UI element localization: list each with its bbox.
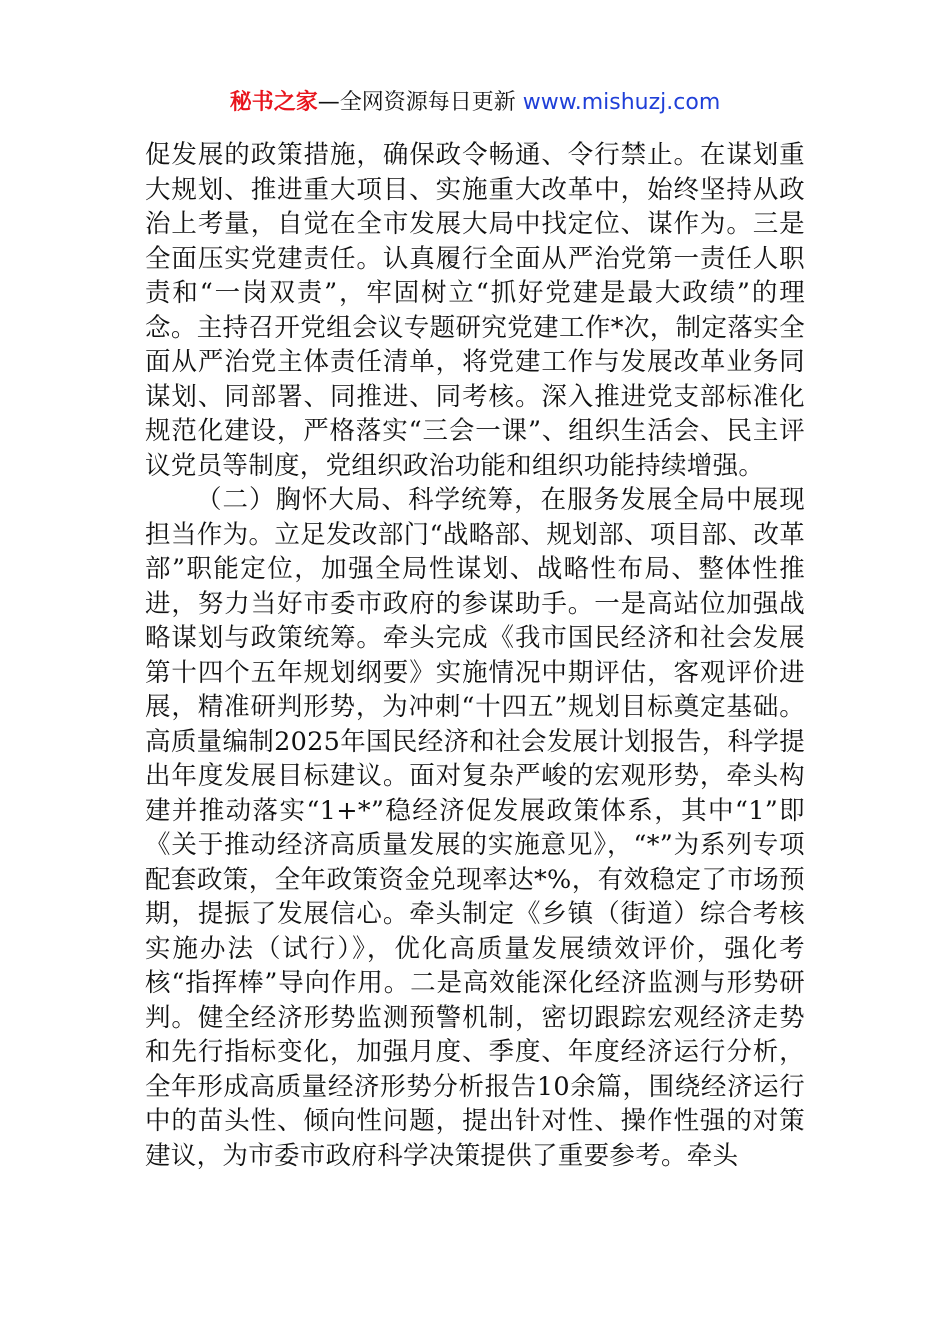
site-header bbox=[0, 86, 950, 120]
paragraph-section-two: （二）胸怀大局、科学统筹，在服务发展全局中展现担当作为。立足发改部门“战略部、规划部、项目部、改革部”职能定位，加强全局性谋划、战略性布局、整体性推进，努力当好市委市政府的参谋助手。一是高站位加强战略谋划与政策统筹。牵头完成《我市国民经济和社会发展第十四个五年规划纲要》实施情况中期评估，客观评价进展，精准研判形势，为冲刺“十四五”规划目标奠定基础。高质量编制2025年国民经济和社会发展计划报告，科学提出年度发展目标建议。面对复杂严峻的宏观形势，牵头构建并推动落实“1+*”稳经济促发展政策体系，其中“1”即《关于推动经济高质量发展的实施意见》，“*”为系列专项配套政策，全年政策资金兑现率达*%，有效稳定了市场预期，提振了发展信心。牵头制定《乡镇（街道）综合考核实施办法（试行）》，优化高质量发展绩效评价，强化考核“指挥棒”导向作用。二是高效能深化经济监测与形势研判。健全经济形势监测预警机制，密切跟踪宏观经济走势和先行指标变化，加强月度、季度、年度经济运行分析，全年形成高质量经济形势分析报告10余篇，围绕经济运行中的苗头性、倾向性问题，提出针对性、操作性强的对策建议，为市委市政府科学决策提供了重要参考。牵头 bbox=[145, 485, 805, 1171]
site-url-link[interactable]: www.mishuzj.com bbox=[522, 90, 721, 115]
paragraph-continued: 促发展的政策措施，确保政令畅通、令行禁止。在谋划重大规划、推进重大项目、实施重大改革中，始终坚持从政治上考量，自觉在全市发展大局中找定位、谋作为。三是全面压实党建责任。认真履行全面从严治党第一责任人职责和“一岗双责”，牢固树立“抓好党建是最大政绩”的理念。主持召开党组会议专题研究党建工作*次，制定落实全面从严治党主体责任清单，将党建工作与发展改革业务同谋划、同部署、同推进、同考核。深入推进党支部标准化规范化建设，严格落实“三会一课”、组织生活会、民主评议党员等制度，党组织政治功能和组织功能持续增强。 bbox=[145, 140, 805, 481]
document-body bbox=[145, 138, 805, 1173]
header-slogan: —全网资源每日更新 bbox=[317, 90, 523, 115]
brand-name: 秘书之家 bbox=[229, 90, 318, 115]
